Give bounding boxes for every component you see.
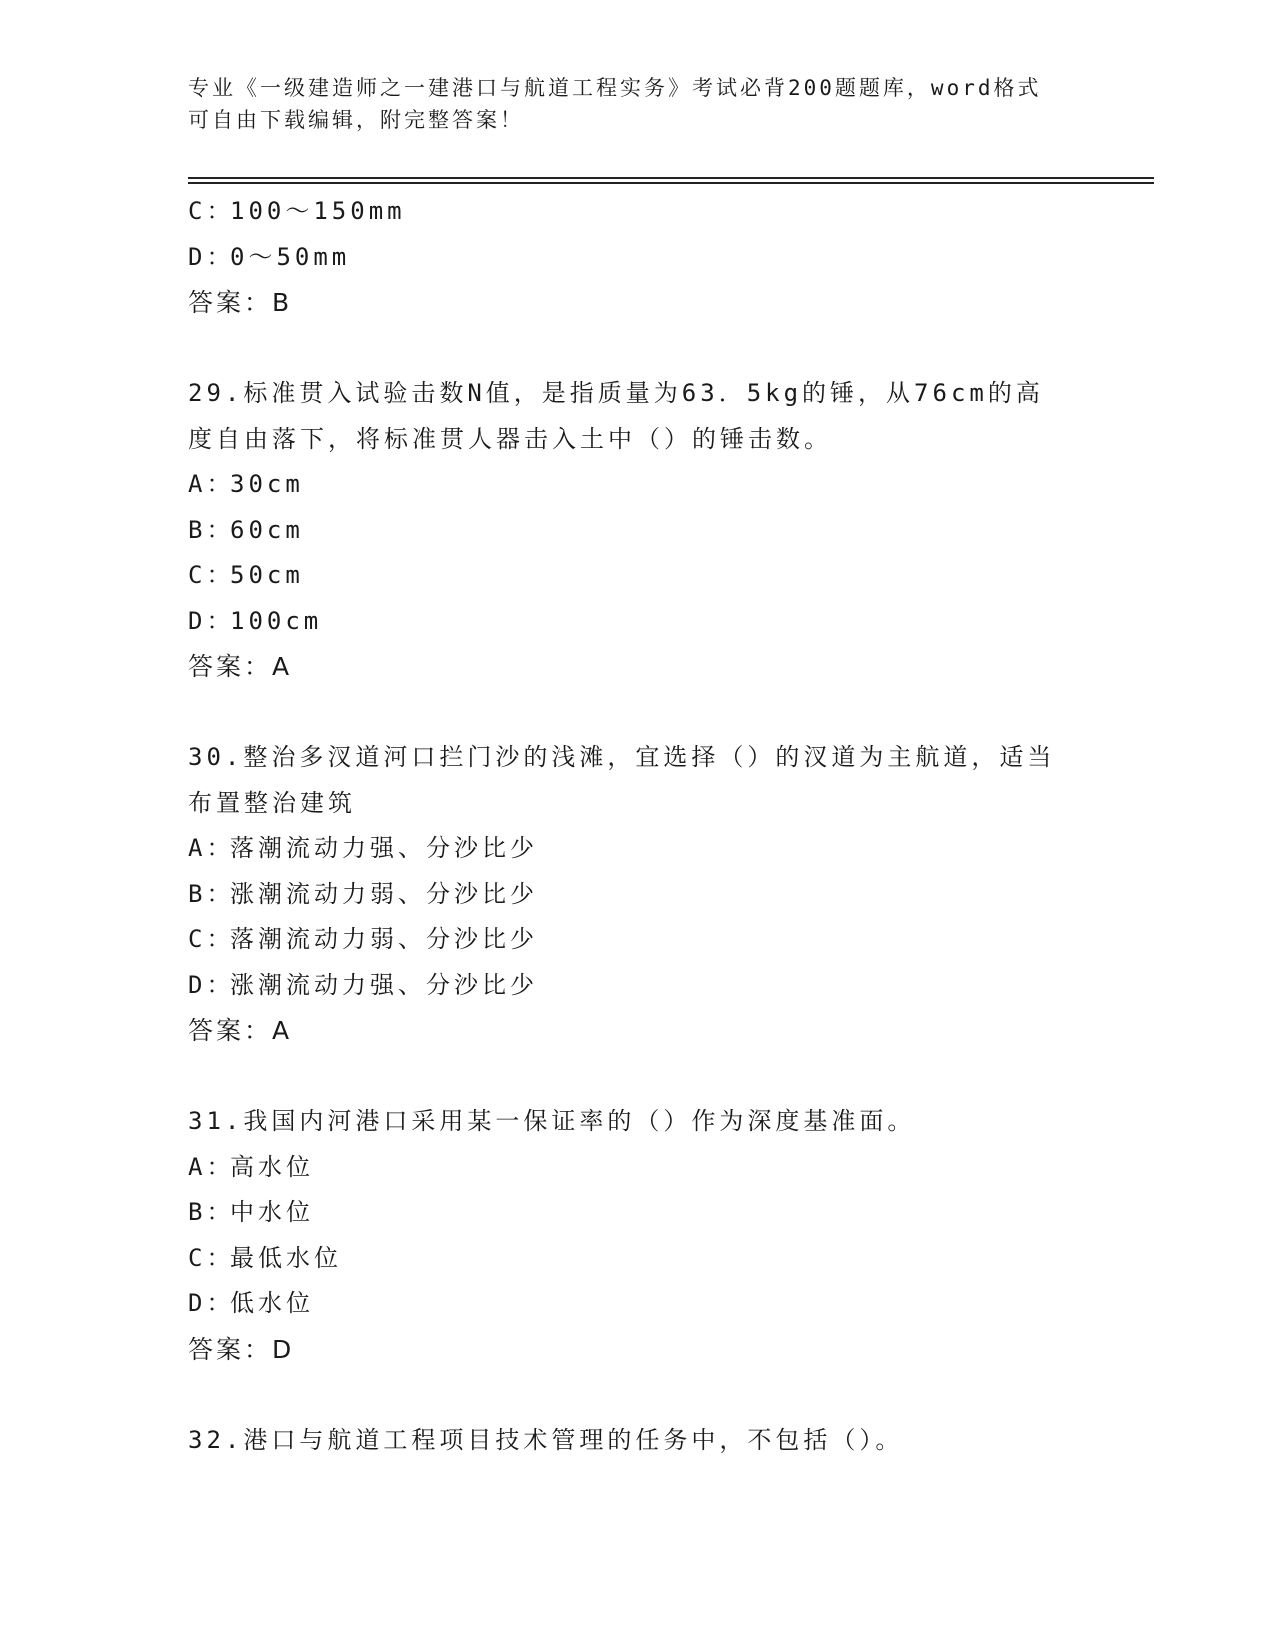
document-header xyxy=(188,72,1088,136)
spacer xyxy=(188,690,1088,736)
option-text: 50cm xyxy=(230,561,304,589)
option-text: 30cm xyxy=(230,470,304,498)
option-text: 低水位 xyxy=(230,1289,314,1317)
option-key: D： xyxy=(188,242,235,271)
option-key: B： xyxy=(188,1198,235,1226)
option-text: 100cm xyxy=(230,606,323,635)
question-stem-continued: 度自由落下，将标准贯人器击入土中（）的锤击数。 xyxy=(188,424,832,453)
spacer xyxy=(188,1372,1088,1418)
option-text: 100～150mm xyxy=(230,197,406,225)
answer-line: 答案：A xyxy=(188,1016,293,1045)
answer-line: 答案：B xyxy=(188,288,293,317)
option-b xyxy=(188,872,1088,918)
option-b xyxy=(188,508,1088,554)
question-stem: 30.整治多汊道河口拦门沙的浅滩，宜选择（）的汊道为主航道，适当 xyxy=(188,743,1056,771)
question-32 xyxy=(188,1418,1088,1464)
question-list xyxy=(188,189,1088,1463)
option-key: D： xyxy=(188,1289,235,1317)
answer-line: 答案：A xyxy=(188,652,293,681)
option-text: 涨潮流动力弱、分沙比少 xyxy=(230,879,538,908)
option-text: 最低水位 xyxy=(230,1243,342,1272)
option-text: 落潮流动力弱、分沙比少 xyxy=(230,925,538,953)
question-30 xyxy=(188,735,1088,1054)
option-key: D： xyxy=(188,606,235,635)
question-stem: 29.标准贯入试验击数N值，是指质量为63．5kg的锤，从76cm的高 xyxy=(188,379,1044,407)
option-key: B： xyxy=(188,515,235,544)
header-divider-bottom xyxy=(188,182,1154,184)
option-key: C： xyxy=(188,197,235,225)
question-stem: 32.港口与航道工程项目技术管理的任务中，不包括（）。 xyxy=(188,1425,904,1454)
option-a xyxy=(188,1145,1088,1191)
option-b xyxy=(188,1190,1088,1236)
option-text: 涨潮流动力强、分沙比少 xyxy=(230,970,538,999)
option-text: 中水位 xyxy=(230,1198,314,1226)
option-c xyxy=(188,553,1088,599)
option-key: C： xyxy=(188,925,235,953)
option-key: A： xyxy=(188,834,235,862)
option-d xyxy=(188,963,1088,1009)
option-text: 0～50mm xyxy=(230,242,351,271)
option-c xyxy=(188,189,1088,235)
option-c xyxy=(188,917,1088,963)
header-divider-top xyxy=(188,177,1154,179)
option-key: D： xyxy=(188,970,235,999)
option-key: A： xyxy=(188,1152,235,1181)
option-d xyxy=(188,235,1088,281)
option-text: 落潮流动力强、分沙比少 xyxy=(230,834,538,862)
question-28-tail xyxy=(188,189,1088,326)
option-d xyxy=(188,599,1088,645)
spacer xyxy=(188,326,1088,372)
question-31 xyxy=(188,1099,1088,1372)
option-d xyxy=(188,1281,1088,1327)
option-key: A： xyxy=(188,470,235,498)
option-key: C： xyxy=(188,1243,235,1272)
option-key: B： xyxy=(188,879,235,908)
option-key: C： xyxy=(188,561,235,589)
question-stem: 31.我国内河港口采用某一保证率的（）作为深度基准面。 xyxy=(188,1107,916,1135)
question-29 xyxy=(188,371,1088,690)
option-text: 60cm xyxy=(230,515,304,544)
question-stem-continued: 布置整治建筑 xyxy=(188,788,356,817)
header-title-line-1: 专业《一级建造师之一建港口与航道工程实务》考试必背200题题库，word格式 xyxy=(188,76,1042,100)
header-title-line-2: 可自由下载编辑，附完整答案！ xyxy=(188,108,524,132)
option-text: 高水位 xyxy=(230,1152,314,1181)
option-a xyxy=(188,826,1088,872)
option-a xyxy=(188,462,1088,508)
answer-line: 答案：D xyxy=(188,1334,295,1364)
option-c xyxy=(188,1236,1088,1282)
spacer xyxy=(188,1054,1088,1100)
